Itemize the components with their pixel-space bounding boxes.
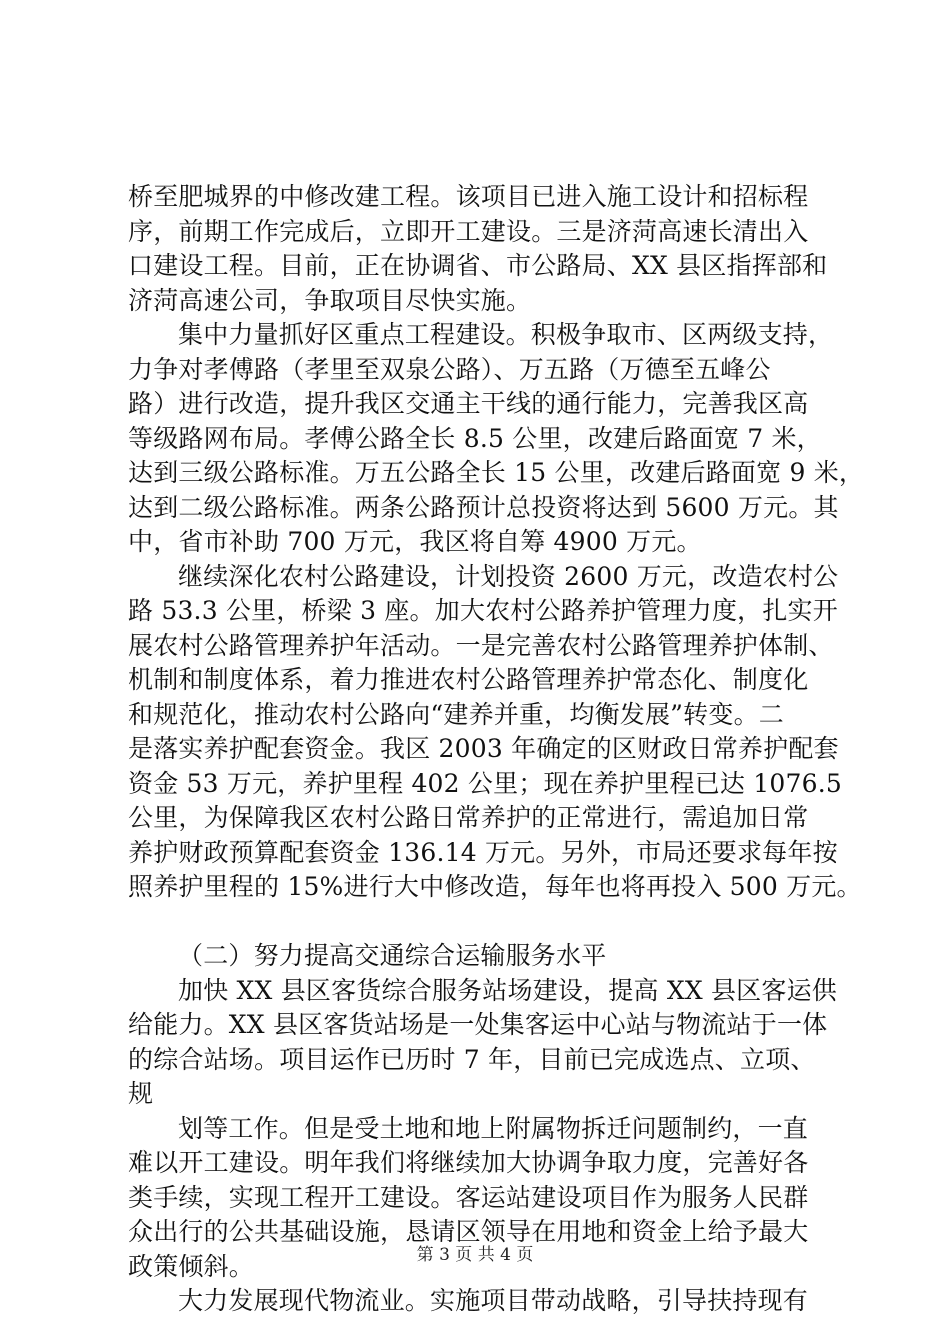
text-line: 加快 XX 县区客货综合服务站场建设，提高 XX 县区客运供	[178, 975, 837, 1005]
text-line: 路 53.3 公里，桥梁 3 座。加大农村公路养护管理力度，扎实开	[128, 596, 838, 625]
text-line: 等级路网布局。孝傅公路全长 8.5 公里，改建后路面宽 7 米，	[128, 423, 822, 453]
text-line: 规	[128, 1079, 154, 1108]
text-line: 难以开工建设。明年我们将继续加大协调争取力度，完善好各	[128, 1148, 809, 1177]
text-line: 是落实养护配套资金。我区 2003 年确定的区财政日常养护配套	[128, 734, 839, 763]
text-line: 力争对孝傅路（孝里至双泉公路）、万五路（万德至五峰公	[128, 354, 771, 384]
text-line: 划等工作。但是受土地和地上附属物拆迁问题制约，一直	[178, 1113, 809, 1143]
page-footer: 第 3 页 共 4 页	[416, 1245, 534, 1265]
text-line: 达到三级公路标准。万五公路全长 15 公里，改建后路面宽 9 米，	[128, 458, 865, 487]
text-line: 和规范化，推动农村公路向“建养并重，均衡发展”转变。二	[128, 699, 784, 729]
text-line: 大力发展现代物流业。实施项目带动战略，引导扶持现有	[178, 1286, 809, 1315]
text-line: 政策倾斜。	[128, 1251, 255, 1281]
text-line: 资金 53 万元，养护里程 402 公里；现在养护里程已达 1076.5	[128, 768, 842, 798]
text-line: 的综合站场。项目运作已历时 7 年，目前已完成选点、立项、	[128, 1044, 816, 1074]
text-line: 类手续，实现工程开工建设。客运站建设项目作为服务人民群	[128, 1182, 809, 1212]
text-line: （二）努力提高交通综合运输服务水平	[178, 941, 607, 970]
text-line: 给能力。XX 县区客货站场是一处集客运中心站与物流站于一体	[128, 1010, 828, 1039]
text-line: 济菏高速公司，争取项目尽快实施。	[128, 285, 532, 315]
text-line: 集中力量抓好区重点工程建设。积极争取市、区两级支持，	[178, 320, 834, 349]
text-line: 中，省市补助 700 万元，我区将自筹 4900 万元。	[128, 527, 702, 556]
text-line: 口建设工程。目前，正在协调省、市公路局、XX 县区指挥部和	[128, 251, 828, 280]
text-line: 桥至肥城界的中修改建工程。该项目已进入施工设计和招标程	[128, 182, 809, 211]
text-line: 公里，为保障我区农村公路日常养护的正常进行，需追加日常	[128, 803, 809, 832]
text-line: 养护财政预算配套资金 136.14 万元。另外，市局还要求每年按	[128, 837, 838, 867]
text-line: 路）进行改造，提升我区交通主干线的通行能力，完善我区高	[128, 389, 809, 418]
text-line: 机制和制度体系，着力推进农村公路管理养护常态化、制度化	[128, 665, 809, 694]
text-line: 众出行的公共基础设施，恳请区领导在用地和资金上给予最大	[128, 1217, 809, 1246]
text-line: 展农村公路管理养护年活动。一是完善农村公路管理养护体制、	[128, 630, 834, 660]
text-line: 序，前期工作完成后，立即开工建设。三是济菏高速长清出入	[128, 216, 809, 246]
text-line: 继续深化农村公路建设，计划投资 2600 万元，改造农村公	[178, 561, 839, 591]
text-line: 达到二级公路标准。两条公路预计总投资将达到 5600 万元。其	[128, 492, 839, 522]
text-line: 照养护里程的 15%进行大中修改造，每年也将再投入 500 万元。	[128, 872, 862, 901]
